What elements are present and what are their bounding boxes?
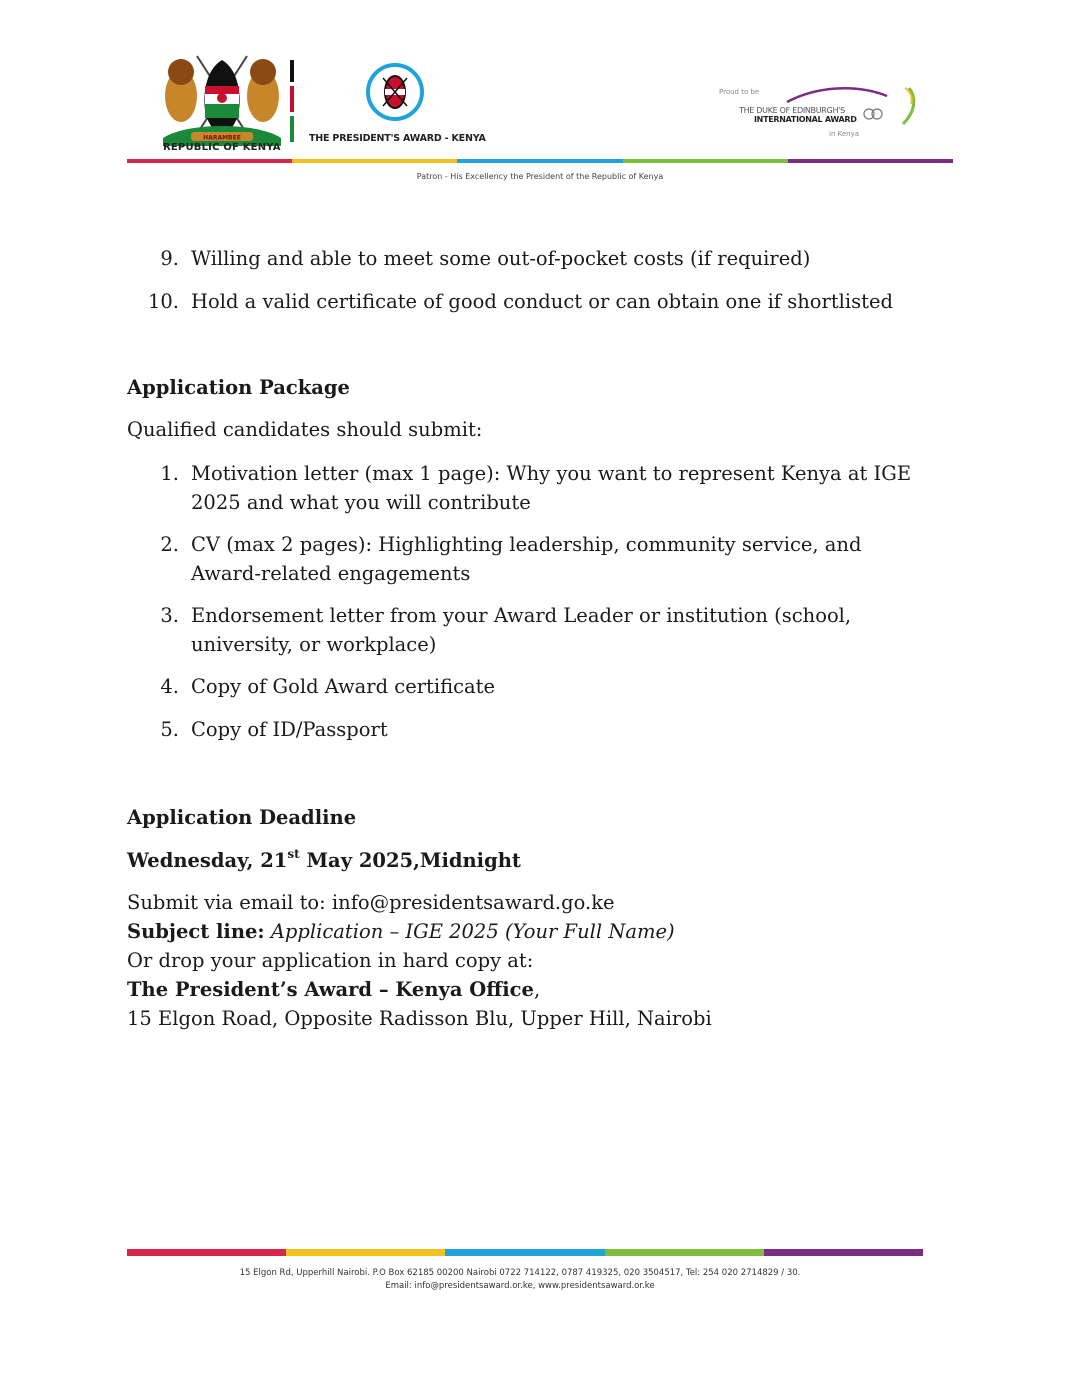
republic-of-kenya-caption: REPUBLIC OF KENYA [163, 142, 281, 153]
list-item: 4. Copy of Gold Award certificate [160, 675, 496, 698]
office-address: 15 Elgon Road, Opposite Radisson Blu, Upper Hill, Nairobi [127, 1007, 712, 1030]
presidents-award-emblem-icon [365, 62, 425, 122]
doe-proud-text: Proud to be [719, 88, 760, 96]
patron-line: Patron - His Excellency the President of the Republic of Kenya [416, 172, 664, 181]
list-item: 2. CV (max 2 pages): Highlighting leadership, community service, and Award-related engagements [160, 533, 862, 585]
presidents-award-caption: THE PRESIDENT'S AWARD - KENYA [309, 133, 486, 144]
footer-color-bar [127, 1249, 923, 1256]
doe-award-line: INTERNATIONAL AWARD [754, 115, 857, 124]
doe-title-line: THE DUKE OF EDINBURGH'S [739, 106, 845, 115]
footer-contact-line: 15 Elgon Rd, Upperhill Nairobi. P.O Box 62185 00200 Nairobi 0722 714122, 0787 419325, 020 3504517, Tel: 254 020 2714829 / 30. [239, 1268, 801, 1278]
submit-email-line: Submit via email to: info@presidentsaward.go.ke [127, 891, 615, 914]
footer-email-line: Email: info@presidentsaward.or.ke, www.presidentsaward.or.ke [385, 1281, 655, 1291]
list-item: 10. Hold a valid certificate of good conduct or can obtain one if shortlisted [147, 290, 894, 313]
eligibility-list [127, 244, 957, 316]
application-deadline-heading: Application Deadline [127, 806, 357, 829]
letterhead [127, 40, 953, 190]
package-intro: Qualified candidates should submit: [127, 418, 483, 441]
kenya-flag-stripe [290, 60, 294, 142]
svg-text:HARAMBEE: HARAMBEE [203, 134, 241, 142]
header-color-bar [127, 159, 953, 163]
application-package-heading: Application Package [127, 376, 350, 399]
drop-copy-line: Or drop your application in hard copy at: [127, 949, 534, 972]
doe-in-kenya: in Kenya [829, 130, 860, 138]
office-name-line: The President’s Award – Kenya Office, [127, 978, 541, 1001]
list-item: 5. Copy of ID/Passport [160, 718, 388, 741]
email-link[interactable]: info@presidentsaward.go.ke [331, 891, 615, 914]
duke-of-edinburgh-logo [717, 82, 927, 142]
list-item: 9. Willing and able to meet some out-of-pocket costs (if required) [160, 247, 811, 270]
list-item: 1. Motivation letter (max 1 page): Why you want to represent Kenya at IGE 2025 and what you will contribute [160, 462, 912, 514]
application-package-list [127, 459, 957, 744]
list-item: 3. Endorsement letter from your Award Leader or institution (school, university, or workplace) [160, 604, 852, 656]
deadline-date: Wednesday, 21st May 2025,Midnight [127, 846, 521, 872]
subject-line: Subject line: Application – IGE 2025 (Your Full Name) [127, 920, 675, 943]
